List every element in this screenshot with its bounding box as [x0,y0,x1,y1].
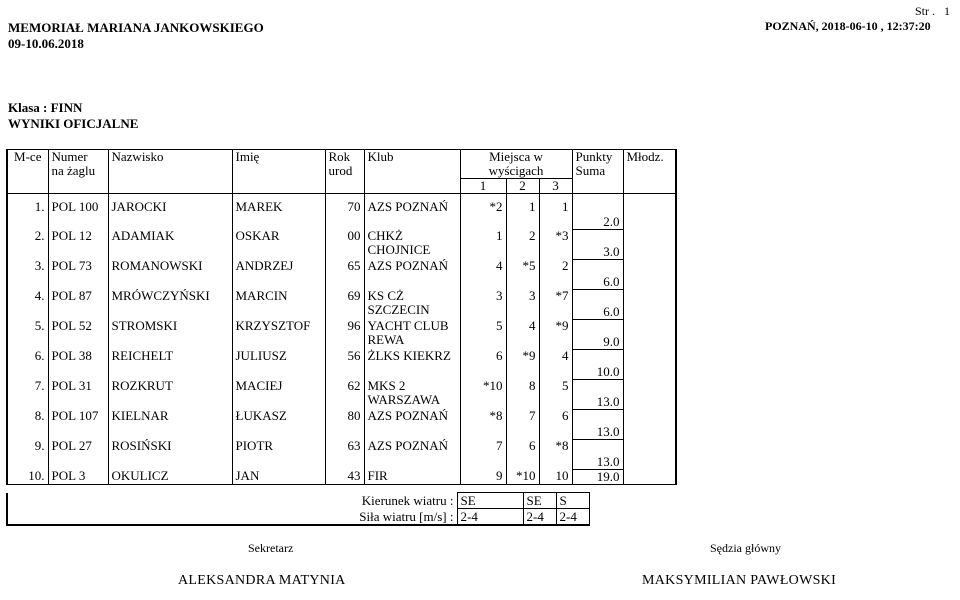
race-3-cell: 5 [539,379,572,409]
club-cell [364,319,460,349]
surname-cell: ROZKRUT [108,379,232,409]
youth-cell [623,379,676,409]
race-2-cell: 6 [506,439,539,469]
race-2-cell: *5 [506,259,539,289]
race-2-cell: 2 [506,229,539,259]
club-line-2: CHOJNICE [367,242,431,257]
race-1-cell: *10 [460,379,506,409]
birth-year-cell: 56 [325,349,364,379]
race-2-cell: 3 [506,289,539,319]
judge-role: Sędzia główny [710,541,781,555]
surname-cell: JAROCKI [108,200,232,230]
event-title: MEMORIAŁ MARIANA JANKOWSKIEGO [8,20,264,35]
wind-force-r3: 2-4 [556,509,589,526]
youth-cell [623,229,676,259]
first-name-cell: ANDRZEJ [232,259,325,289]
race-1-cell: *2 [460,200,506,230]
results-status: WYNIKI OFICJALNE [8,116,139,131]
points-cell: 9.0 [572,319,623,349]
wind-force-r1: 2-4 [457,509,523,526]
race-3-cell: 10 [539,469,572,484]
points-cell: 19.0 [572,469,623,484]
points-cell: 10.0 [572,349,623,379]
club-cell [364,379,460,409]
wind-direction-r2: SE [523,493,556,509]
club-cell [364,349,460,379]
col-year-header: Rok urod [325,150,364,194]
secretary-name: ALEKSANDRA MATYNIA [178,573,346,588]
table-row [7,289,676,319]
place-cell: 5. [7,319,48,349]
wind-force-label: Siła wiatru [m/s] : [7,509,457,526]
table-row [7,229,676,259]
sail-number-cell: POL 3 [48,469,108,484]
points-cell: 13.0 [572,439,623,469]
club-line-1: CHKŻ [367,229,403,243]
race-1-cell: 7 [460,439,506,469]
sail-number-cell: POL 12 [48,229,108,259]
table-row [7,200,676,230]
club-line-1: MKS 2 [367,379,406,393]
club-cell [364,229,460,259]
race-2-cell: 1 [506,200,539,230]
place-cell: 3. [7,259,48,289]
club-line-1: AZS POZNAŃ [367,409,449,423]
surname-cell: MRÓWCZYŃSKI [108,289,232,319]
race-3-cell: 6 [539,409,572,439]
race-1-cell: 5 [460,319,506,349]
race-2-cell: *10 [506,469,539,484]
place-cell: 2. [7,229,48,259]
place-cell: 10. [7,469,48,484]
col-races-header: Miejsca w wyścigach [460,150,572,179]
club-line-1: KS CŻ [367,289,404,303]
birth-year-cell: 43 [325,469,364,484]
first-name-cell: KRZYSZTOF [232,319,325,349]
youth-cell [623,409,676,439]
race-2-cell: 7 [506,409,539,439]
first-name-cell: ŁUKASZ [232,409,325,439]
surname-cell: KIELNAR [108,409,232,439]
first-name-cell: MACIEJ [232,379,325,409]
race-3-cell: 4 [539,349,572,379]
youth-cell [623,439,676,469]
surname-cell: ADAMIAK [108,229,232,259]
race-1-cell: 1 [460,229,506,259]
table-row [7,409,676,439]
wind-direction-r3: S [556,493,589,509]
first-name-cell: OSKAR [232,229,325,259]
surname-cell: OKULICZ [108,469,232,484]
table-row [7,379,676,409]
event-dates: 09-10.06.2018 [8,36,84,51]
wind-force-r2: 2-4 [523,509,556,526]
header-row [7,150,676,179]
club-line-1: FIR [367,469,388,483]
race-1-cell: 3 [460,289,506,319]
place-cell: 8. [7,409,48,439]
club-line-1: ŻLKS KIEKRZ [367,349,451,363]
club-cell [364,259,460,289]
results-table [6,149,677,485]
race-3-header: 3 [539,179,572,194]
judge-name: MAKSYMILIAN PAWŁOWSKI [642,573,837,588]
class-label: Klasa : FINN [8,100,83,115]
secretary-role: Sekretarz [248,541,294,555]
birth-year-cell: 80 [325,409,364,439]
points-cell: 6.0 [572,289,623,319]
club-line-1: AZS POZNAŃ [367,439,449,453]
race-2-cell: 8 [506,379,539,409]
club-line-1: AZS POZNAŃ [367,199,449,214]
surname-cell: ROMANOWSKI [108,259,232,289]
sail-number-cell: POL 52 [48,319,108,349]
wind-force-row [7,509,589,526]
first-name-cell: PIOTR [232,439,325,469]
wind-direction-row [7,493,589,509]
points-cell: 2.0 [572,200,623,230]
surname-cell: STROMSKI [108,319,232,349]
race-3-cell: *7 [539,289,572,319]
wind-direction-r1: SE [457,493,523,509]
youth-cell [623,349,676,379]
sail-number-cell: POL 27 [48,439,108,469]
race-2-header: 2 [506,179,539,194]
col-points-header: Punkty Suma [572,150,623,194]
sail-number-cell: POL 38 [48,349,108,379]
print-datetime: POZNAŃ, 2018-06-10 , 12:37:20 [765,19,931,33]
sail-number-cell: POL 31 [48,379,108,409]
page-number: Str . 1 [914,4,950,18]
table-row [7,259,676,289]
table-row [7,319,676,349]
table-row [7,469,676,484]
club-line-2: SZCZECIN [367,302,430,317]
race-1-cell: *8 [460,409,506,439]
club-cell [364,409,460,439]
points-cell: 3.0 [572,229,623,259]
race-1-cell: 6 [460,349,506,379]
points-cell: 13.0 [572,379,623,409]
club-line-1: AZS POZNAŃ [367,259,449,273]
race-1-cell: 9 [460,469,506,484]
race-3-cell: 1 [539,200,572,230]
col-name-header: Imię [232,150,325,194]
race-3-cell: *8 [539,439,572,469]
club-line-2: REWA [367,332,405,347]
youth-cell [623,289,676,319]
col-sail-header: Numer na żaglu [48,150,108,194]
sail-number-cell: POL 107 [48,409,108,439]
wind-direction-label: Kierunek wiatru : [7,493,457,509]
race-1-cell: 4 [460,259,506,289]
sail-number-cell: POL 73 [48,259,108,289]
sail-number-cell: POL 100 [48,200,108,230]
place-cell: 1. [7,200,48,230]
birth-year-cell: 63 [325,439,364,469]
table-row [7,349,676,379]
surname-cell: ROSIŃSKI [108,439,232,469]
col-place-header: M-ce [7,150,48,194]
table-row [7,439,676,469]
race-3-cell: *3 [539,229,572,259]
birth-year-cell: 62 [325,379,364,409]
youth-cell [623,469,676,484]
col-club-header: Klub [364,150,460,194]
club-cell [364,289,460,319]
race-3-cell: *9 [539,319,572,349]
birth-year-cell: 65 [325,259,364,289]
birth-year-cell: 96 [325,319,364,349]
points-cell: 13.0 [572,409,623,439]
club-line-1: YACHT CLUB [367,319,449,333]
race-2-cell: *9 [506,349,539,379]
place-cell: 6. [7,349,48,379]
sail-number-cell: POL 87 [48,289,108,319]
birth-year-cell: 69 [325,289,364,319]
points-cell: 6.0 [572,259,623,289]
surname-cell: REICHELT [108,349,232,379]
col-youth-header: Młodz. [623,150,676,194]
first-name-cell: JAN [232,469,325,484]
place-cell: 9. [7,439,48,469]
youth-cell [623,319,676,349]
club-cell [364,469,460,484]
race-2-cell: 4 [506,319,539,349]
birth-year-cell: 00 [325,229,364,259]
first-name-cell: MARCIN [232,289,325,319]
first-name-cell: JULIUSZ [232,349,325,379]
race-3-cell: 2 [539,259,572,289]
club-cell [364,200,460,230]
first-name-cell: MAREK [232,200,325,230]
place-cell: 4. [7,289,48,319]
wind-table [6,492,590,526]
col-surname-header: Nazwisko [108,150,232,194]
race-1-header: 1 [460,179,506,194]
club-cell [364,439,460,469]
club-line-2: WARSZAWA [367,392,441,407]
youth-cell [623,200,676,230]
youth-cell [623,259,676,289]
place-cell: 7. [7,379,48,409]
birth-year-cell: 70 [325,200,364,230]
